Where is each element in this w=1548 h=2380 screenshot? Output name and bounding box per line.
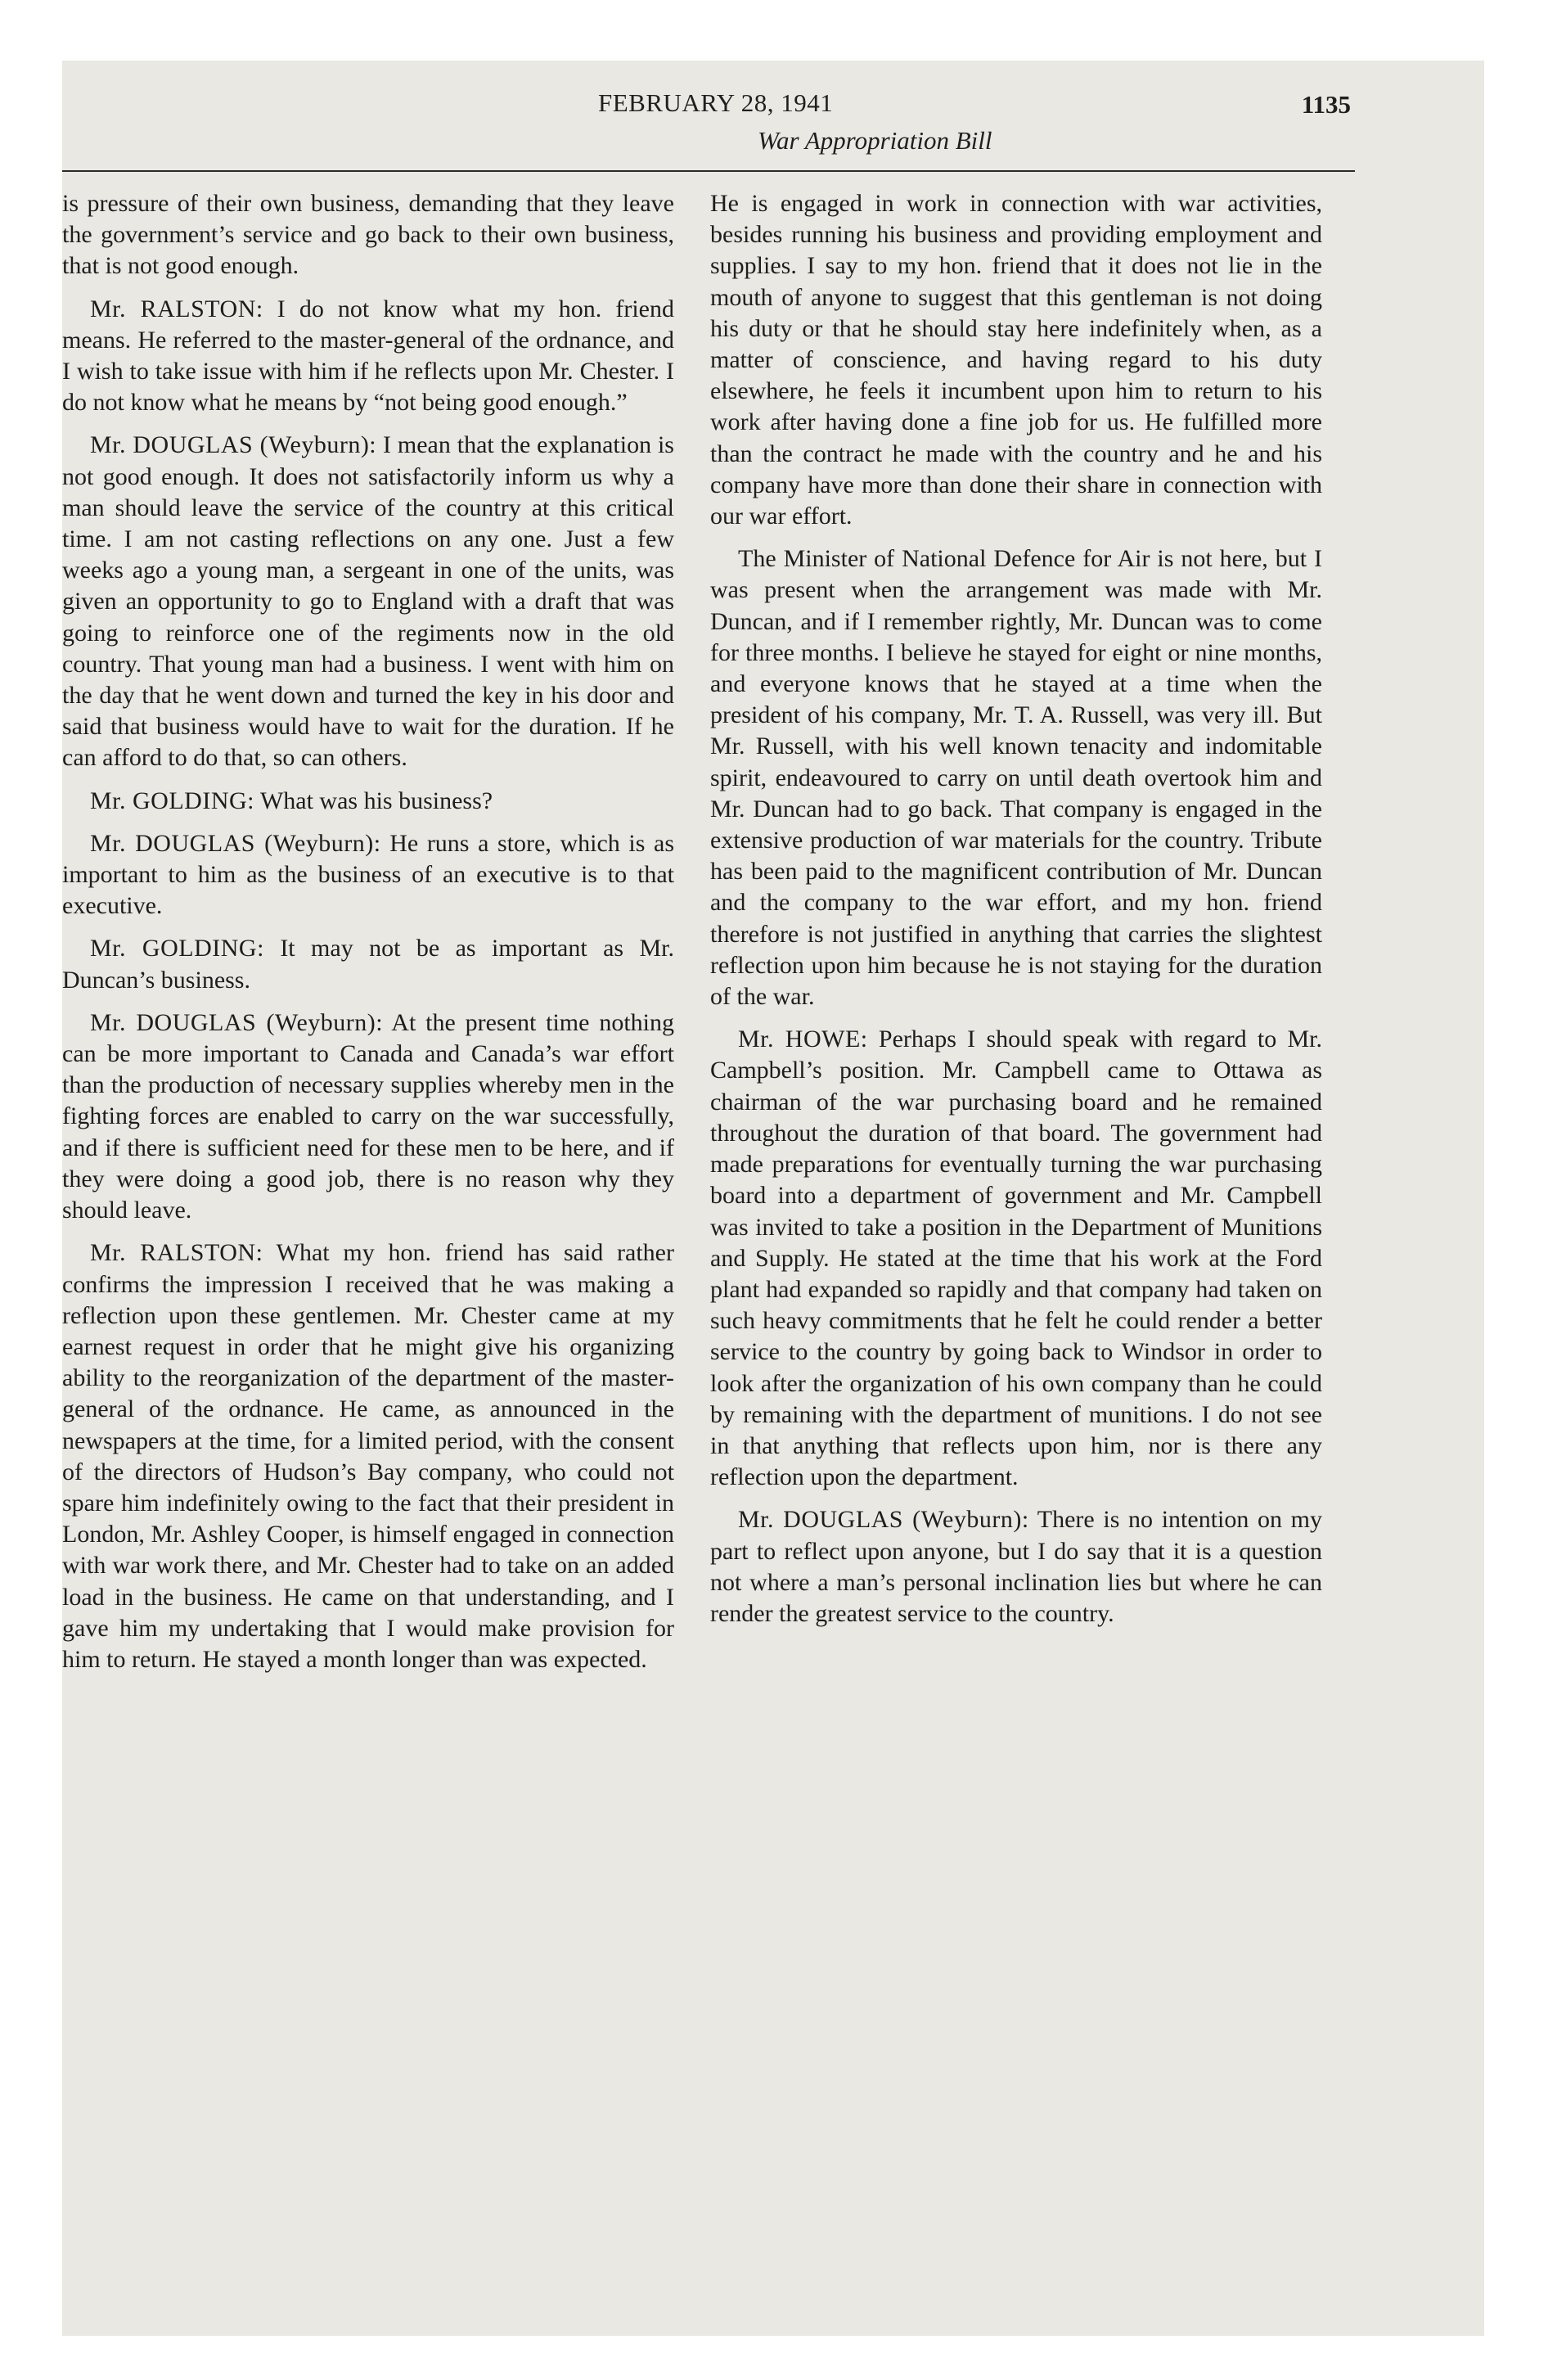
paragraph — [62, 786, 674, 817]
speaker-name: Mr. DOUGLAS (Weyburn): — [90, 829, 381, 857]
header-section-title: War Appropriation Bill — [758, 126, 992, 155]
header-rule — [62, 170, 1355, 172]
paragraph — [62, 430, 674, 773]
paragraph-text: It may not be as important as Mr. Duncan’s business. — [62, 935, 674, 994]
paragraph-text: Perhaps I should speak with regard to Mr. Campbell’s position. Mr. Campbell came to Ottawa as chairman of the war purchasing board and he remained throughout the duration of that board. The government had made preparations for eventually turning the war purchasing board into a department of government and Mr. Campbell was invited to take a position in the Department of Munitions and Supply. He stated at the time that his work at the Ford plant had expanded so rapidly and that company had taken on such heavy commitments that he felt he could render a better service to the country by going back to Windsor in order to look after the organization of his own company than he could by remaining with the department of munitions. I do not see in that anything that reflects upon him, nor is there any reflection upon the department. — [710, 1025, 1322, 1491]
paragraph-text: I do not know what my hon. friend means. He referred to the master-general of the ordnance, and I wish to take issue with him if he reflects upon Mr. Chester. I do not know what he means by “not being good enough.” — [62, 295, 674, 417]
paragraph-text: At the present time nothing can be more important to Canada and Canada’s war effort than the production of necessary supplies whereby men in the fighting forces are enabled to carry on the war successfully, and if there is sufficient need for these men to be here, and if they were doing a good job, there is no reason why they should leave. — [62, 1008, 674, 1224]
speaker-name: Mr. HOWE: — [738, 1025, 868, 1053]
paragraph-text: What was his business? — [254, 787, 493, 814]
paragraph-text: There is no intention on my part to reflect upon anyone, but I do say that it is a question not where a man’s personal inclination lies but where he can render the greatest service to the country. — [710, 1506, 1322, 1627]
paragraph-text: What my hon. friend has said rather confirms the impression I received that he was making a reflection upon these gentlemen. Mr. Chester came at my earnest request in order that he might give his organizing ability to the reorganization of the department of the master-general of the ordnance. He came, as announced in the newspapers at the time, for a limited period, with the consent of the directors of Hudson’s Bay company, who could not spare him indefinitely owing to the fact that their president in London, Mr. Ashley Cooper, is himself engaged in connection with war work there, and Mr. Chester had to take on an added load in the business. He came on that understanding, and I gave him my undertaking that I would make provision for him to return. He stayed a month longer than was expected. — [62, 1239, 674, 1673]
right-column — [710, 188, 1322, 2152]
paragraph — [62, 294, 674, 419]
paragraph — [710, 1504, 1322, 1629]
speaker-name: Mr. GOLDING: — [90, 787, 254, 814]
paragraph-text: I mean that the explanation is not good enough. It does not satisfactorily inform us why a man should leave the service of the country at this critical time. I am not casting reflections on any one. Just a few weeks ago a young man, a sergeant in one of the units, was given an opportunity to go to England with a draft that was going to reinforce one of the regiments now in the old country. That young man had a business. I went with him on the day that he went down and turned the key in his door and said that business would have to wait for the duration. If he can afford to do that, so can others. — [62, 431, 674, 772]
speaker-name: Mr. DOUGLAS (Weyburn): — [90, 1008, 384, 1036]
paragraph-text: is pressure of their own business, demanding that they leave the government’s service and go back to their own business, that is not good enough. — [62, 190, 674, 280]
speaker-name: Mr. RALSTON: — [90, 295, 263, 322]
speaker-name: Mr. GOLDING: — [90, 935, 264, 962]
paragraph — [710, 1024, 1322, 1493]
paragraph — [710, 188, 1322, 532]
header-date: FEBRUARY 28, 1941 — [598, 88, 834, 117]
paragraph — [62, 188, 674, 282]
paragraph — [710, 543, 1322, 1012]
paragraph — [62, 1007, 674, 1226]
paragraph-text: He runs a store, which is as important to him as the business of an executive is to that executive. — [62, 829, 674, 920]
paragraph — [62, 1237, 674, 1675]
paragraph — [62, 828, 674, 922]
paragraph — [62, 933, 674, 995]
page-number: 1135 — [1301, 90, 1351, 119]
speaker-name: Mr. RALSTON: — [90, 1239, 263, 1267]
paragraph-text: He is engaged in work in connection with war activities, besides running his business and providing employment and supplies. I say to my hon. friend that it does not lie in the mouth of anyone to suggest that this gentleman is not doing his duty or that he should stay here indefinitely when, as a matter of conscience, and having regard to his duty elsewhere, he feels it incumbent upon him to return to his work after having done a fine job for us. He fulfilled more than the contract he made with the country and he and his company have more than done their share in connection with our war effort. — [710, 190, 1322, 530]
left-column — [62, 188, 674, 2152]
paragraph-text: The Minister of National Defence for Air is not here, but I was present when the arrangement was made with Mr. Duncan, and if I remember rightly, Mr. Duncan was to come for three months. I believe he stayed for eight or nine months, and everyone knows that he stayed at a time when the president of his company, Mr. T. A. Russell, was very ill. But Mr. Russell, with his well known tenacity and indomitable spirit, endeavoured to carry on until death overtook him and Mr. Duncan had to go back. That company is engaged in the extensive production of war materials for the country. Tribute has been paid to the magnificent contribution of Mr. Duncan and the company to the war effort, and my hon. friend therefore is not justified in anything that carries the slightest reflection upon him because he is not staying for the duration of the war. — [710, 545, 1322, 1011]
speaker-name: Mr. DOUGLAS (Weyburn): — [90, 431, 377, 459]
speaker-name: Mr. DOUGLAS (Weyburn): — [738, 1506, 1029, 1534]
